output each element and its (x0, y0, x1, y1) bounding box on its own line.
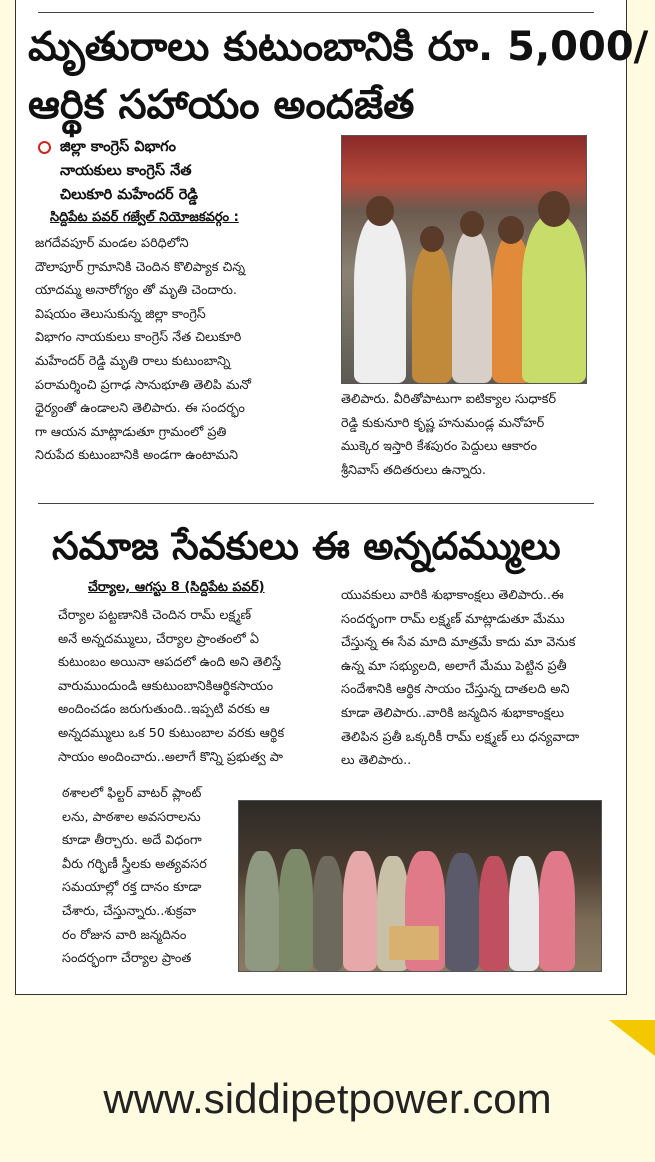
body-text-line: కుటుంబం అయినా ఆపదలో ఉంది అని తెలిస్తే (58, 655, 282, 671)
highlight-line: నాయకులు కాంగ్రెస్ నేత (60, 163, 192, 179)
body-text-line: పరామర్శించి ప్రగాఢ సానుభూతి తెలిపి మనో (35, 377, 251, 393)
body-text-line: కూడా తెలిపారు..వారికి జన్మదిన శుభాకాంక్షలు (341, 705, 565, 721)
body-text-line: విషయం తెలుసుకున్న జిల్లా కాంగ్రెస్ (35, 306, 206, 322)
body-text-line: అనే అన్నదమ్ములు, చేర్యాల ప్రాంతంలో ఏ (58, 631, 259, 647)
article1-dateline: సిద్దిపేట పవర్ గజ్వేల్ నియోజకవర్గం : (50, 210, 239, 225)
footer-website-url[interactable]: www.siddipetpower.com (103, 1075, 552, 1122)
body-text-line: సందర్భంగా రామ్ లక్ష్మణ్ మాట్లాడుతూ మేము (341, 611, 565, 627)
article2-left-column-lower (62, 782, 232, 971)
body-text-line: తెలిపిన ప్రతీ ఒక్కరికీ రామ్ లక్ష్మణ్ లు ధన్యవాదా (341, 729, 580, 745)
body-text-line: యువకులు వారికి శుభాకాంక్షలు తెలిపారు..ఈ (341, 588, 564, 603)
body-text-line: లను, పాఠశాల అవసరాలను (62, 809, 201, 825)
body-text-line: సమయాల్లో రక్త దానం కూడా (62, 880, 202, 896)
body-text-line: దౌలాపూర్ గ్రామానికి చెందిన కొలిప్యాక చిన్న (35, 259, 246, 275)
body-text-line: కూడా తీర్చారు. అదే విధంగా (62, 833, 202, 849)
body-text-line: రం రోజున వారి జన్మదినం (62, 927, 187, 943)
article2-headline: సమాజ సేవకులు ఈ అన్నదమ్ములు (52, 524, 561, 568)
body-text-line: చేర్యాల పట్టణానికి చెందిన రామ్ లక్ష్మణ్ (58, 608, 252, 623)
body-text-line: జగదేవపూర్ మండల పరిధిలోని (35, 236, 189, 251)
highlight-line: జిల్లా కాంగ్రెస్ విభాగం (60, 139, 176, 155)
body-text-line: చేశారు, చేస్తున్నారు..శుక్రవా (62, 903, 196, 919)
body-text-line: యాదమ్మ అనారోగ్యం తో మృతి చెందారు. (35, 283, 237, 299)
article1-right-column (341, 388, 591, 482)
body-text-line: అందించడం జరుగుతుంది..ఇప్పటి వరకు ఆ (58, 702, 270, 718)
body-text-line: వీరు గర్భిణీ స్త్రీలకు అత్యవసర (62, 856, 207, 872)
body-text-line: తెలిపారు. వీరితోపాటుగా ఐటిక్యాల సుధాకర్ (341, 392, 557, 407)
article1-highlights (38, 135, 328, 207)
body-text-line: ముక్కెర ఇస్తారి కేశపురం పెద్దులు ఆకారం (341, 439, 537, 455)
article2-left-column (58, 604, 333, 769)
body-text-line: మహేందర్ రెడ్డి మృతి రాలు కుటుంబాన్ని (35, 353, 231, 369)
body-text-line: నిరుపేద కుటుంబానికి అండగా ఉంటామని (35, 448, 239, 464)
body-text-line: ధైర్యంతో ఉండాలని తెలిపారు. ఈ సందర్భం (35, 401, 245, 417)
body-text-line: గా ఆయన మాట్లాడుతూ గ్రామంలో ప్రతి (35, 424, 227, 440)
article-divider (38, 503, 594, 504)
body-text-line: సందేశానికి ఆర్థిక సాయం చేస్తున్న దాతలది అని (341, 682, 570, 698)
article1-headline-line1: మృతురాలు కుటుంబానికి రూ. 5,000/ (28, 24, 649, 70)
body-text-line: ఉన్న మా సభ్యులది, అలాగే మేము పెట్టిన ప్రతీ (341, 658, 567, 674)
article1-photo (341, 135, 587, 384)
body-text-line: ఠశాలలో ఫిల్టర్ వాటర్ ప్లాంట్ (62, 786, 202, 801)
body-text-line: సాయం అందించారు..అలాగే కొన్ని ప్రభుత్వ పా (58, 749, 283, 765)
highlight-line: చిలుకూరి మహేందర్ రెడ్డి (60, 187, 199, 203)
body-text-line: వారుముందుండి ఆకుటుంబానికిఆర్థికసాయం (58, 678, 274, 694)
bullet-icon (38, 141, 51, 154)
body-text-line: చేస్తున్న ఈ సేవ మాది మాత్రమే కాదు మా వెనుక (341, 635, 576, 651)
top-rule (38, 12, 594, 13)
article1-left-column (35, 232, 333, 468)
article2-dateline: చేర్యాల, ఆగస్టు 8 (సిద్దిపేట పవర్) (88, 580, 265, 595)
corner-accent (563, 1020, 655, 1056)
body-text-line: సందర్భంగా చేర్యాల ప్రాంత (62, 951, 192, 967)
body-text-line: శ్రీనివాస్ తదితరులు ఉన్నారు. (341, 462, 486, 478)
body-text-line: విభాగం నాయకులు కాంగ్రెస్ నేత చిలుకూరి (35, 330, 242, 346)
body-text-line: అన్నదమ్ములు ఒక 50 కుటుంబాల వరకు ఆర్థిక (58, 725, 285, 741)
body-text-line: లు తెలిపారు.. (341, 753, 412, 769)
article2-photo (238, 800, 602, 972)
body-text-line: రెడ్డి కుకునూరి కృష్ణ హనుమండ్ల మనోహర్ (341, 415, 545, 431)
article1-headline-line2: ఆర్థిక సహాయం అందజేత (28, 82, 415, 128)
article2-right-column (341, 584, 591, 773)
